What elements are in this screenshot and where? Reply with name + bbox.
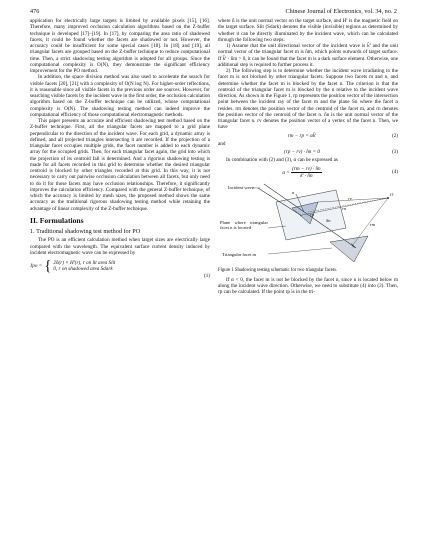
figure-1 [218, 182, 398, 266]
leader-facet-m [268, 248, 332, 254]
po-paragraph: The PO is an efficient calculation method when target sizes are electrically large compared with the wavelength. The equivalent surface current density induced by incident electromagnetic wave can be expressed by [30, 237, 210, 256]
figure-caption: Figure 1 Shadowing testing schematic for two triangular facets. [218, 268, 338, 273]
eq1-number: (1) [204, 273, 210, 279]
label-plane: Plane where triangular facet n is located [220, 220, 268, 230]
sym-rp: rp [310, 212, 315, 217]
intro-paragraph-1: application for electrically large targets is limited by available pixels [15], [16]. Therefore, many improved occlusion calculation algorithms based on the Z-buffer technique is developed [17]–[19]. In [17], by comparing the area ratio of shadowed facets, it could be found whether the facets are shadowed or not. However, the accuracy could be insufficient for some special cases [18]. In [18] and [19], all triangular facets are grouped based on the Z-buffer technique to reduce computational time. Then, a strict shadowing testing algorithm is adopted for all groups. Since the computational complexity is O(N), they demonstrate the significant efficiency improvement for the PO method. [30, 18, 210, 74]
eq1-brace: { [44, 258, 52, 274]
section-heading: II. Formulations [30, 215, 84, 225]
equation-4 [218, 166, 398, 180]
eq1-lhs: Jpo = [30, 262, 43, 269]
where-paragraph: where n̂ is the unit normal vector on the target surface, and Hⁱ is the magnetic field on the target surface. Slit (Sdark) denotes the visible (invisible) regions as determined by whether it can be directly illuminated by the incident wave, which can be calculated through the following two steps: [218, 18, 398, 43]
right-column [218, 18, 398, 295]
intro-paragraph-2: In addition, the space division method was also used to accelerate the search for visible facets [20], [21] with a complexity of O(N log N). For higher-order reflections, it is reasonable since all visible facets in the previous order are sources. However, for searching visible facets by the incident wave in the first order, the occlusion calculation algorithm based on the Z-buffer technique can be utilized, whose computational complexity is O(N). The shadowing testing method can indeed improve the computational efficiency of those computational electromagnetic methods. [30, 74, 210, 118]
sym-rm: rm [370, 222, 376, 227]
intro-paragraph-3: This paper presents an accurate and efficient shadowing test method based on the Z-buffer technique. First, all the triangular facets are mapped to a grid plane perpendicular to the direction of the incident wave. For each grid, a dynamic array is defined, and all projected triangles intersecting it are recorded. If the projection of a triangular facet occupies multiple grids, the facet number is added to each dynamic array for the occupied grids. Then, for each triangular facet again, the grid into which the projection of its centroid fall is determined. And a rigorous shadowing testing is made for all facets recorded in this grid to determine whether the desired triangular centroid is blocked by other triangles recorded at this grid. In this way, it is not necessary to carry out pairwise occlusion calculation between all facets, but only need to do it for those facets may have occlusion relationships. Therefore, it significantly improves the calculation efficiency. Compared with the general Z-buffer technique, of which the accuracy is limited by mesh sizes, the proposed method shows the same accuracy as the traditional rigorous shadowing testing method while retaining the advantage of linear complexity of the Z-buffer technique. [30, 118, 210, 212]
combination-paragraph: In combination with (2) and (3), α can be expressed as [226, 157, 338, 164]
page-number: 476 [30, 8, 40, 15]
origin-point [387, 197, 389, 199]
subsection-heading: 1. Traditional shadowing test method for PO [30, 227, 141, 235]
eq3-number: (3) [392, 149, 398, 155]
eq1-case-dark: 0, r on shadowed area Sdark [53, 266, 113, 272]
eq2-number: (2) [392, 132, 398, 139]
eq4-lhs: α = [282, 169, 290, 176]
equation-1 [30, 259, 210, 273]
sym-rn: rn [342, 206, 347, 211]
eq1-cases [53, 260, 115, 273]
step1-paragraph: 1) Assume that the unit directional vector of the incident wave is k̂ⁱ and the unit normal vector of the triangular facet m is n̂m, which points outwards of target surface. If k̂ⁱ · n̂m > 0, it can be found that the facet m is a dark surface element. Otherwise, one additional step is required to further process it. [218, 43, 398, 68]
sym-sn: Sn [326, 218, 331, 223]
eq3-body: (rp − rv) · n̂n = 0 [284, 149, 320, 155]
eq4-body [218, 166, 386, 180]
left-column [30, 18, 210, 279]
step2-paragraph: 2) The following step is to determine whether the incident wave irradiating to the facet m is not blocked by other triangular facets. Suppose two facets m and n, and determine whether the facet m is blocked by the facet n. The criterion is that the centroid of the triangular facet m is blocked by the n relative to the incident wave direction. As shown in the Figure 1, rp represents the position vector of the intersection point between the incident ray of the facet m and the plane Sn where the facet n resides. rm denotes the position vector of the centroid of the facet m, and rn denotes the position vector of the centroid of the facet n. n̂n is the unit normal vector of the triangular facet n. rv denotes the position vector of a vertex of the facet n. Then, we have [218, 68, 398, 131]
eq4-number: (4) [392, 169, 398, 176]
eq4-numerator: (rm − rv) · n̂n [292, 165, 321, 172]
journal-header: Chinese Journal of Electronics, vol. 34, no. 2 [285, 8, 397, 15]
sym-rv: rv [348, 196, 352, 201]
sym-origin: O [390, 192, 394, 197]
eq1-case-lit: 2n̂(r) × Hⁱ(r), r on lit area Slit [53, 259, 116, 266]
sym-n: n [292, 190, 295, 195]
label-incident-wave: Incident wave [228, 185, 254, 190]
label-triangular-facet: Triangular facet m [222, 252, 257, 257]
alpha-paragraph: If α < 0, the facet m is not be blocked by the facet n, since n is located below m along the incident wave direction. Otherwise, we need to substitute (4) into (2). Then, rp can be calculated. If the point rp is in the tri- [218, 276, 398, 296]
equation-2 [218, 133, 398, 139]
eq4-fraction [291, 166, 321, 180]
equation-3 [218, 149, 398, 155]
eq4-denominator: k̂ⁱ · n̂n [300, 172, 313, 179]
eq2-body: rm − rp = αk̂ⁱ [287, 132, 317, 139]
facet-m-shape [330, 236, 368, 262]
and-text: and [218, 140, 226, 147]
